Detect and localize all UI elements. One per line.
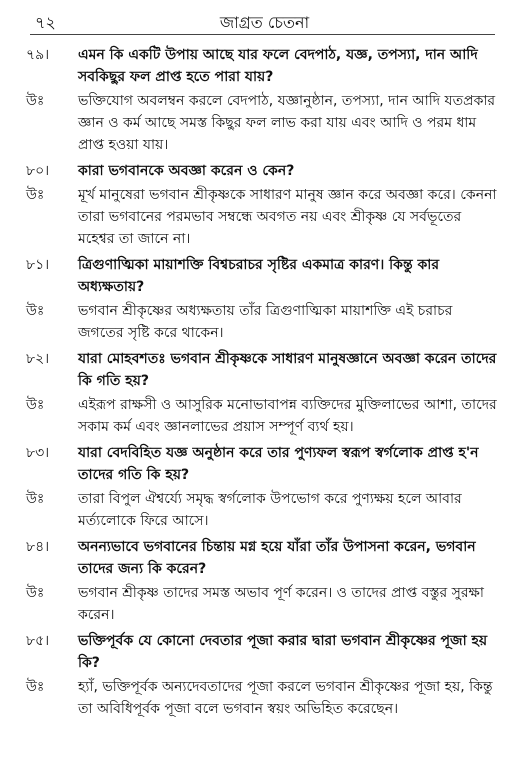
- header-rule: [30, 34, 495, 35]
- answer-80: [0, 184, 529, 250]
- answer-83: [0, 488, 529, 532]
- running-title: জাগ্রত চেতনা: [219, 13, 310, 32]
- answer-label: উঃ: [26, 491, 45, 507]
- answer-85: [0, 676, 529, 720]
- answer-text: হ্যাঁ, ভক্তিপূর্বক অন্যদেবতাদের পূজা করলে ভগবান শ্রীকৃষ্ণের পূজা হয়, কিন্তু তা অবিধিপূর্বক পূজা বলে ভগবান স্বয়ং অভিহিত করেছেন।: [78, 679, 493, 717]
- question-80: [0, 160, 529, 182]
- question-number: ৮৪।: [26, 539, 50, 555]
- answer-text: মূর্খ মানুষেরা ভগবান শ্রীকৃষ্ণকে সাধারণ মানুষ জ্ঞান করে অবজ্ঞা করে। কেননা তারা ভগবানের পরমভাব সম্বন্ধে অবগত নয় এবং শ্রীকৃষ্ণ যে সর্বভূতের মহেশ্বর তা জানে না।: [78, 187, 497, 247]
- question-number: ৭৯।: [26, 47, 50, 63]
- question-number: ৮০।: [26, 163, 50, 179]
- question-81: [0, 254, 529, 298]
- question-text: অনন্যভাবে ভগবানের চিন্তায় মগ্ন হয়ে যাঁরা তাঁর উপাসনা করেন, ভগবান তাদের জন্য কি করেন?: [78, 539, 476, 577]
- answer-81: [0, 300, 529, 344]
- answer-label: উঃ: [26, 187, 45, 203]
- question-text: ত্রিগুণাত্মিকা মায়াশক্তি বিশ্বচরাচর সৃষ্টির একমাত্র কারণ। কিন্তু কার অধ্যক্ষতায়?: [78, 257, 440, 295]
- question-83: [0, 442, 529, 486]
- question-number: ৮১।: [26, 257, 50, 273]
- answer-text: ভগবান শ্রীকৃষ্ণ তাদের সমস্ত অভাব পূর্ণ করেন। ও তাদের প্রাপ্ত বস্তুর সুরক্ষা করেন।: [78, 585, 484, 623]
- answer-label: উঃ: [26, 679, 45, 695]
- question-text: এমন কি একটি উপায় আছে যার ফলে বেদপাঠ, যজ্ঞ, তপস্যা, দান আদি সবকিছুর ফল প্রাপ্ত হতে পারা যায়?: [78, 47, 478, 85]
- question-text: ভক্তিপূর্বক যে কোনো দেবতার পূজা করার দ্বারা ভগবান শ্রীকৃষ্ণের পূজা হয় কি?: [78, 633, 488, 671]
- question-85: [0, 630, 529, 674]
- answer-label: উঃ: [26, 93, 45, 109]
- answer-text: এইরূপ রাক্ষসী ও আসুরিক মনোভাবাপন্ন ব্যক্তিদের মুক্তিলাভের আশা, তাদের সকাম কর্ম এবং জ্ঞানলাভের প্রয়াস সম্পূর্ণ ব্যর্থ হয়।: [78, 397, 497, 435]
- answer-label: উঃ: [26, 585, 45, 601]
- answer-82: [0, 394, 529, 438]
- question-82: [0, 348, 529, 392]
- question-text: যারা মোহবশতঃ ভগবান শ্রীকৃষ্ণকে সাধারণ মানুষজ্ঞানে অবজ্ঞা করেন তাদের কি গতি হয়?: [78, 351, 497, 389]
- question-number: ৮২।: [26, 351, 50, 367]
- question-text: যারা বেদবিহিত যজ্ঞ অনুষ্ঠান করে তার পুণ্যফল স্বরূপ স্বর্গলোক প্রাপ্ত হ'ন তাদের গতি কি হয়?: [78, 445, 479, 483]
- answer-text: ভক্তিযোগ অবলম্বন করলে বেদপাঠ, যজ্ঞানুষ্ঠান, তপস্যা, দান আদি যতপ্রকার জ্ঞান ও কর্ম আছে সমস্ত কিছুর ফল লাভ করা যায় এবং আদি ও পরম ধাম প্রাপ্ত হওয়া যায়।: [78, 93, 496, 153]
- question-number: ৮৫।: [26, 633, 50, 649]
- answer-label: উঃ: [26, 303, 45, 319]
- question-84: [0, 536, 529, 580]
- question-79: [0, 44, 529, 88]
- answer-79: [0, 90, 529, 156]
- answer-84: [0, 582, 529, 626]
- page-number: ৭২: [35, 13, 56, 32]
- answer-text: ভগবান শ্রীকৃষ্ণের অধ্যক্ষতায় তাঁর ত্রিগুণাত্মিকা মায়াশক্তি এই চরাচর জগতের সৃষ্টি করে থাকেন।: [78, 303, 453, 341]
- qa-list: [0, 40, 529, 720]
- page-header: [0, 10, 529, 34]
- answer-label: উঃ: [26, 397, 45, 413]
- question-text: কারা ভগবানকে অবজ্ঞা করেন ও কেন?: [78, 163, 295, 179]
- question-number: ৮৩।: [26, 445, 50, 461]
- answer-text: তারা বিপুল ঐশ্বর্য্যে সমৃদ্ধ স্বর্গলোক উপভোগ করে পুণ্যক্ষয় হলে আবার মর্ত্যলোকে ফিরে আসে।: [78, 491, 462, 529]
